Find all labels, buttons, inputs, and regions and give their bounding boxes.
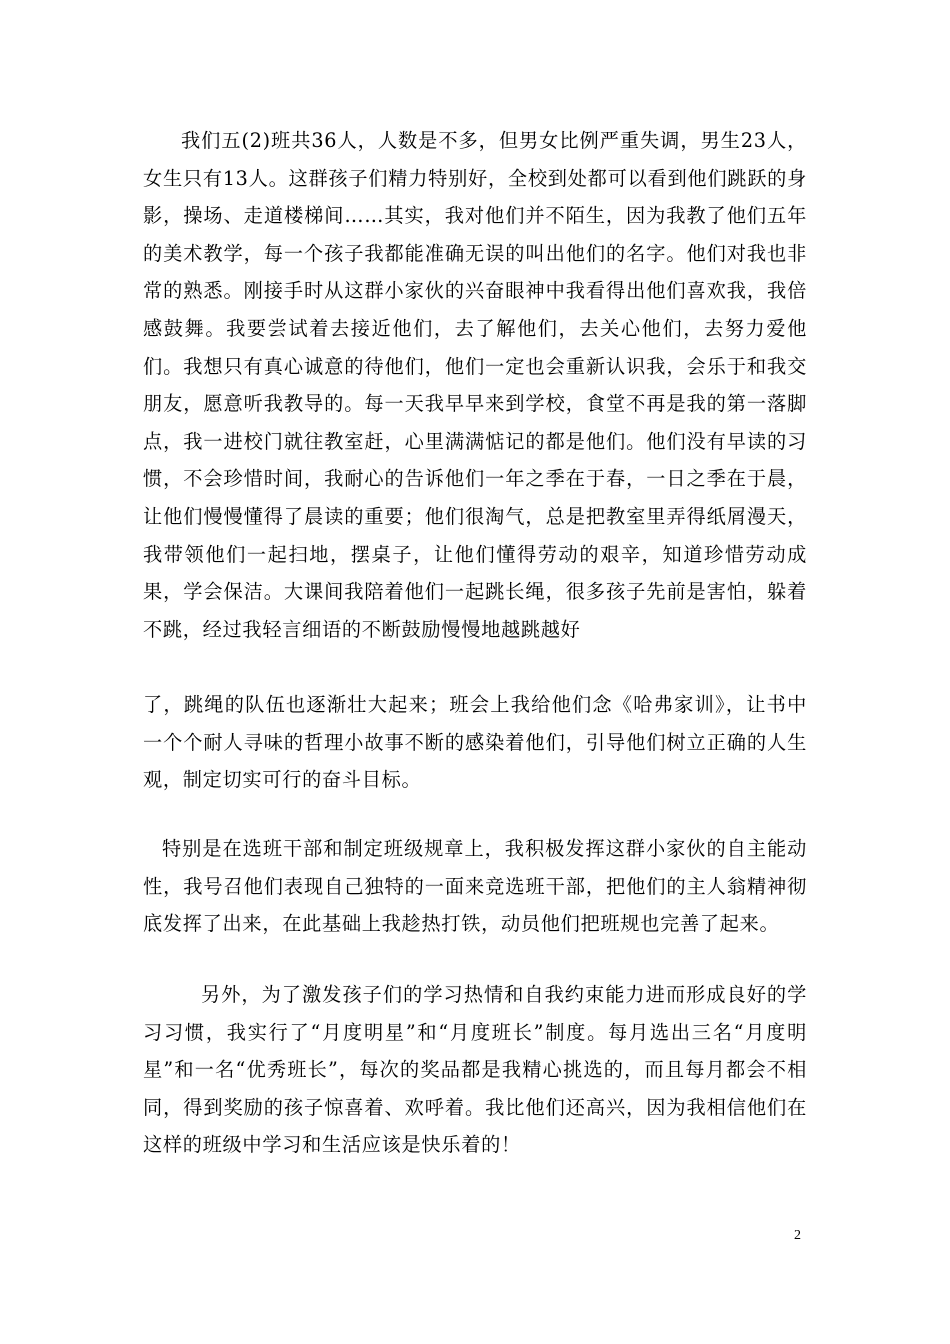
page-number: 2 xyxy=(794,1228,801,1243)
paragraph-class-cadres: 特别是在选班干部和制定班级规章上，我积极发挥这群小家伙的自主能动性，我号召他们表现自己独特的一面来竞选班干部，把他们的主人翁精神彻底发挥了出来，在此基础上我趁热打铁，动员他们把班规也完善了起来。 xyxy=(143,837,807,936)
paragraph-class-overview: 我们五(2)班共36人，人数是不多，但男女比例严重失调，男生23人，女生只有13人。这群孩子们精力特别好，全校到处都可以看到他们跳跃的身影，操场、走道楼梯间……其实，我对他们并不陌生，因为我教了他们五年的美术教学，每一个孩子我都能准确无误的叫出他们的名字。他们对我也非常的熟悉。刚接手时从这群小家伙的兴奋眼神中我看得出他们喜欢我，我倍感鼓舞。我要尝试着去接近他们，去了解他们，去关心他们，去努力爱他们。我想只有真心诚意的待他们，他们一定也会重新认识我，会乐于和我交朋友，愿意听我教导的。每一天我早早来到学校，食堂不再是我的第一落脚点，我一进校门就往教室赶，心里满满惦记的都是他们。他们没有早读的习惯，不会珍惜时间，我耐心的告诉他们一年之季在于春，一日之季在于晨，让他们慢慢懂得了晨读的重要；他们很淘气，总是把教室里弄得纸屑漫天，我带领他们一起扫地，摆桌子，让他们懂得劳动的艰辛，知道珍惜劳动成果，学会保洁。大课间我陪着他们一起跳长绳，很多孩子先前是害怕，躲着不跳，经过我轻言细语的不断鼓励慢慢地越跳越好 xyxy=(143,129,807,641)
paragraph-monthly-stars: 另外，为了激发孩子们的学习热情和自我约束能力进而形成良好的学习习惯，我实行了“月度明星”和“月度班长”制度。每月选出三名“月度明星”和一名“优秀班长”，每次的奖品都是我精心挑选的，而且每月都会不相同，得到奖励的孩子惊喜着、欢呼着。我比他们还高兴，因为我相信他们在这样的班级中学习和生活应该是快乐着的！ xyxy=(143,983,807,1157)
paragraph-continuation: 了，跳绳的队伍也逐渐壮大起来；班会上我给他们念《哈弗家训》，让书中一个个耐人寻味的哲理小故事不断的感染着他们，引导他们树立正确的人生观，制定切实可行的奋斗目标。 xyxy=(143,693,807,792)
